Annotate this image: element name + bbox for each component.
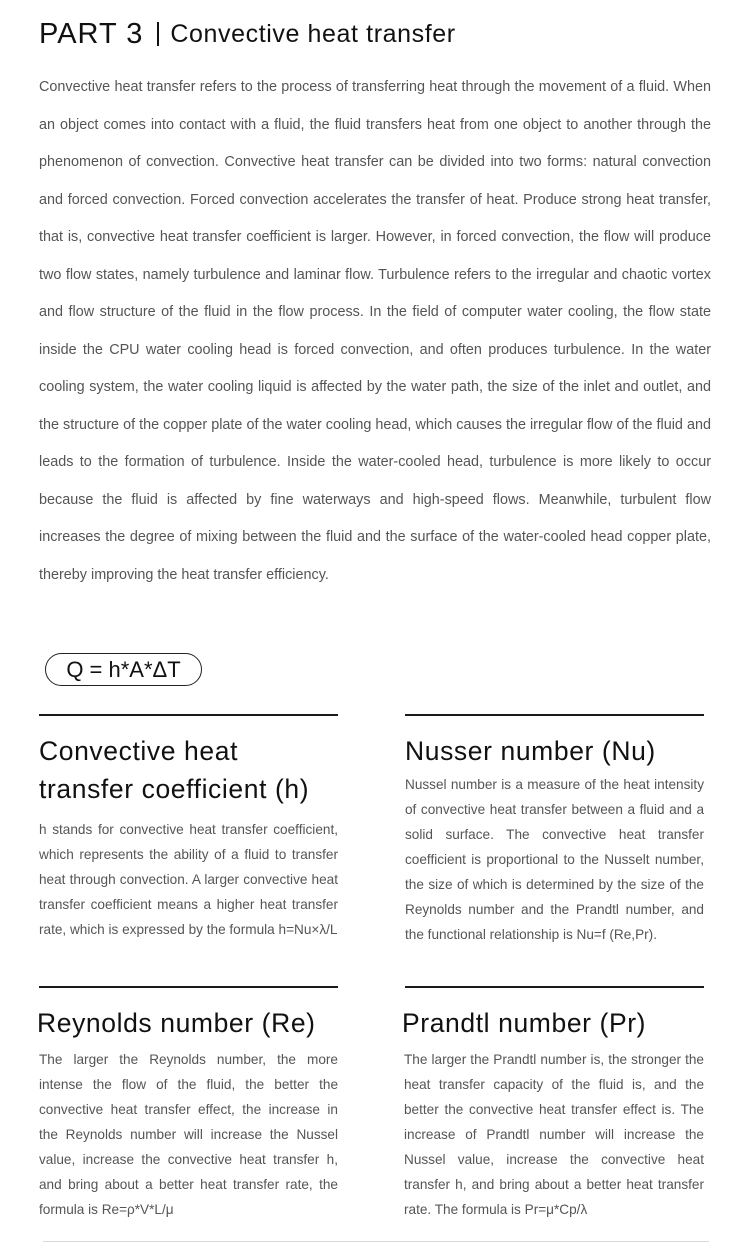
card-title: Reynolds number (Re)	[37, 1008, 316, 1038]
card-nusselt-number	[405, 714, 704, 947]
heading-divider	[157, 22, 159, 46]
card-title: Prandtl number (Pr)	[402, 1008, 647, 1038]
card-top-rule	[405, 714, 704, 716]
card-title: Convective heat transfer coefficient (h)	[39, 736, 310, 804]
section-heading	[39, 14, 456, 54]
card-heat-transfer-coefficient	[39, 714, 338, 942]
card-top-rule	[39, 986, 338, 988]
card-prandtl-number	[402, 986, 704, 1222]
part-number: PART 3	[39, 17, 144, 50]
card-top-rule	[39, 714, 338, 716]
bottom-divider	[43, 1241, 709, 1242]
formula-badge: Q = h*A*ΔT	[45, 653, 202, 686]
card-body: The larger the Prandtl number is, the stronger the heat transfer capacity of the fluid is, and the better the convective heat transfer effect is. The increase of Prandtl number will increase the Nussel value, increase the convective heat transfer h, and bring about a better heat transfer rate. The formula is Pr=μ*Cp/λ	[404, 1051, 704, 1217]
card-reynolds-number	[39, 986, 338, 1222]
card-body: The larger the Reynolds number, the more intense the flow of the fluid, the better the convective heat transfer effect, the increase in the Reynolds number will increase the Nussel value, increase the convective heat transfer h, and bring about a better heat transfer rate, the formula is Re=ρ*V*L/μ	[39, 1051, 338, 1217]
section-title: Convective heat transfer	[170, 19, 456, 48]
card-body: h stands for convective heat transfer coefficient, which represents the ability of a fluid to transfer heat through convection. A larger convective heat transfer coefficient means a higher heat transfer rate, which is expressed by the formula h=Nu×λ/L	[39, 822, 338, 937]
intro-paragraph: Convective heat transfer refers to the process of transferring heat through the movement of a fluid. When an object comes into contact with a fluid, the fluid transfers heat from one object to another through the phenomenon of convection. Convective heat transfer can be divided into two forms: natural convection and forced convection. Forced convection accelerates the transfer of heat. Produce strong heat transfer, that is, convective heat transfer coefficient is larger. However, in forced convection, the flow will produce two flow states, namely turbulence and laminar flow. Turbulence refers to the irregular and chaotic vortex and flow structure of the fluid in the flow process. In the field of computer water cooling, the flow state inside the CPU water cooling head is forced convection, and often produces turbulence. In the water cooling system, the water cooling liquid is affected by the water path, the size of the inlet and outlet, and the structure of the copper plate of the water cooling head, which causes the irregular flow of the fluid and leads to the formation of turbulence. Inside the water-cooled head, turbulence is more likely to occur because the fluid is affected by fine waterways and high-speed flows. Meanwhile, turbulent flow increases the degree of mixing between the fluid and the surface of the water-cooled head copper plate, thereby improving the heat transfer efficiency.	[39, 79, 711, 583]
card-top-rule	[405, 986, 704, 988]
card-title: Nusser number (Nu)	[405, 736, 656, 766]
card-body: Nussel number is a measure of the heat intensity of convective heat transfer between a fluid and a solid surface. The convective heat transfer coefficient is proportional to the Nusselt number, the size of which is determined by the size of the Reynolds number and the Prandtl number, and the functional relationship is Nu=f (Re,Pr).	[405, 776, 704, 942]
